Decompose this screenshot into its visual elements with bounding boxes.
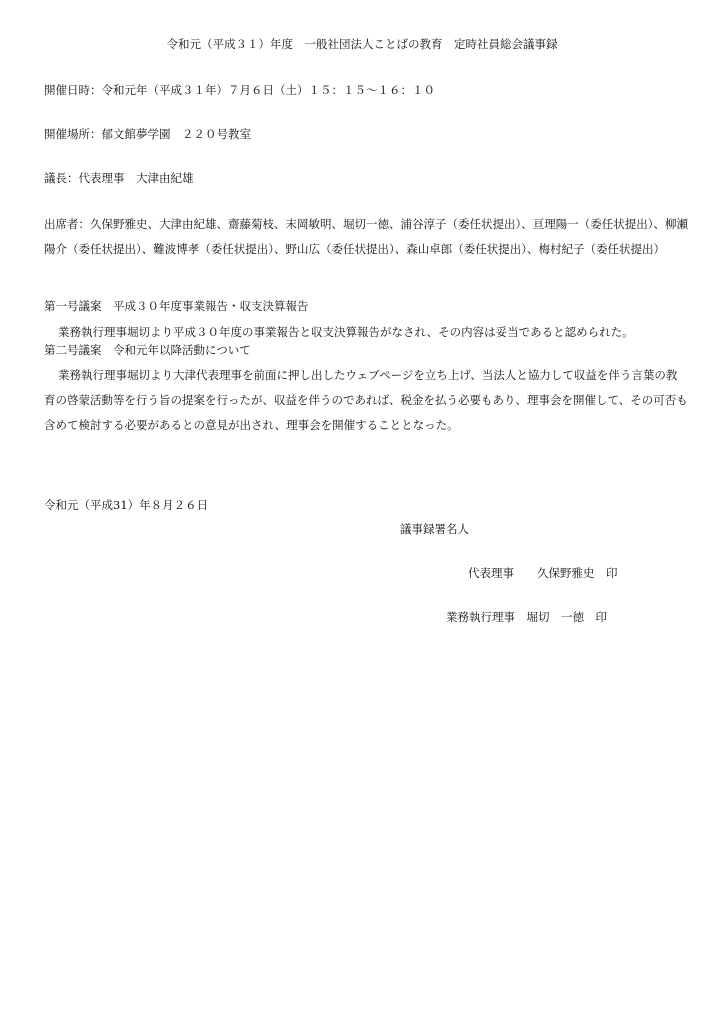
agenda-1-heading: 第一号議案 平成３０年度事業報告・収支決算報告 <box>44 299 309 313</box>
agenda-2-body: 業務執行理事堀切より大津代表理事を前面に押し出したウェブページを立ち上げ、当法人と協力して収益を伴う言葉の教育の啓蒙活動等を行う旨の提案を行ったが、収益を伴うのであれば、税金を払う必要もあり、理事会を開催して、その可否も含めて検討する必要があるとの意見が出され、理事会を開催することとなった。 <box>44 368 688 432</box>
signer-representative: 代表理事 久保野雅史 印 <box>468 566 618 580</box>
signer-executive: 業務執行理事 堀切 一徳 印 <box>446 610 607 624</box>
meeting-date-time: 開催日時：令和元年（平成３１年）７月６日（土）１５：１５〜１６：１０ <box>44 83 435 97</box>
meeting-chair: 議長：代表理事 大津由紀雄 <box>44 171 194 185</box>
attendee-list: 出席者：久保野雅史、大津由紀雄、齋藤菊枝、末岡敏明、堀切一徳、浦谷淳子（委任状提出）、亘理陽一（委任状提出）、柳瀬陽介（委任状提出）、難波博孝（委任状提出）、野山広（委任状提出）、森山卓郎（委任状提出）、梅村紀子（委任状提出） <box>44 217 688 256</box>
document-title: 令和元（平成３１）年度 一般社団法人ことばの教育 定時社員総会議事録 <box>166 37 558 51</box>
agenda-2-heading: 第二号議案 令和元年以降活動について <box>44 343 251 357</box>
signers-label: 議事録署名人 <box>400 522 469 536</box>
meeting-venue: 開催場所：郁文館夢学園 ２２０号教室 <box>44 127 251 141</box>
signing-date: 令和元（平成31）年８月２６日 <box>44 498 209 512</box>
agenda-1-body: 業務執行理事堀切より平成３０年度の事業報告と収支決算報告がなされ、その内容は妥当であると認められた。 <box>58 325 634 339</box>
